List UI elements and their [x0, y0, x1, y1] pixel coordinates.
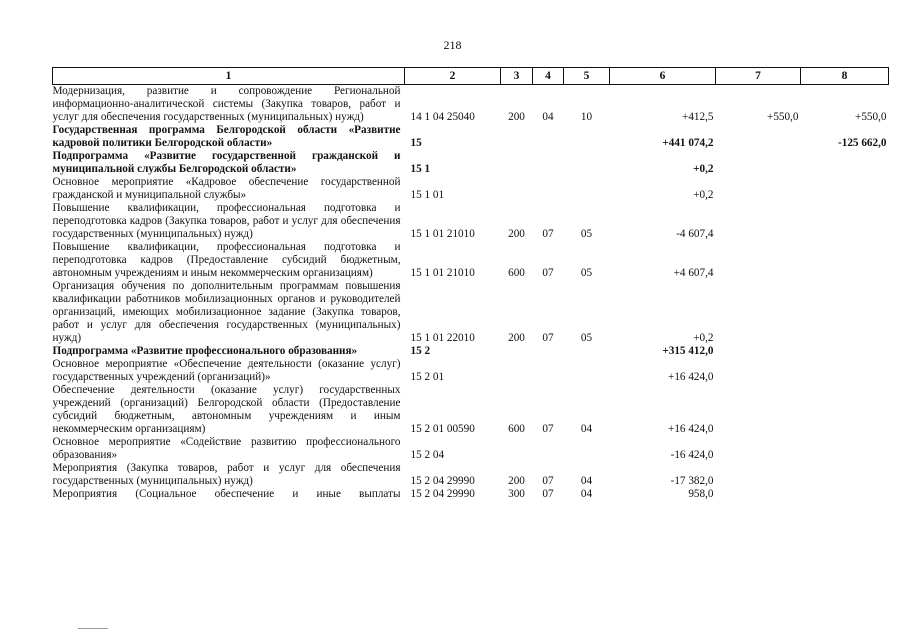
table-row [53, 241, 889, 280]
row-c7 [716, 384, 801, 436]
row-code: 15 [410, 137, 422, 149]
row-name: Государственная программа Белгородской области «Развитие кадровой политики Белгородской области» [52, 124, 401, 149]
row-c8 [801, 358, 889, 384]
row-name: Основное мероприятие «Содействие развитию профессионального образования» [52, 436, 401, 461]
row-name: Повышение квалификации, профессиональная подготовка и переподготовка кадров (Предоставление субсидий бюджетным, автономным учреждениям и иным некоммерческим организациям) [52, 241, 401, 279]
row-c5: 10 [580, 111, 593, 123]
row-name: Мероприятия (Закупка товаров, работ и услуг для обеспечения государственных (муниципальных) нужд) [52, 462, 401, 487]
table-header [53, 68, 889, 85]
row-c4 [533, 176, 564, 202]
row-c6: +412,5 [682, 111, 714, 123]
row-code: 15 1 01 22010 [410, 332, 475, 344]
row-c7 [716, 462, 801, 488]
row-code: 15 2 01 [410, 371, 445, 383]
row-c3: 200 [508, 228, 525, 240]
row-c7 [716, 358, 801, 384]
row-c8: +550,0 [855, 111, 887, 123]
row-c5: 05 [580, 267, 593, 279]
row-c6: -17 382,0 [670, 475, 714, 487]
row-name: Обеспечение деятельности (оказание услуг) государственных учреждений (организаций) Белгородской области (Предоставление субсидий бюджетным, автономным учреждениям и иным некоммерческим организациям) [52, 384, 401, 435]
row-c5: 04 [580, 423, 593, 435]
table-row [53, 280, 889, 345]
row-c4 [533, 345, 564, 358]
row-c5: 04 [580, 488, 593, 500]
row-c4 [533, 358, 564, 384]
row-c4 [533, 124, 564, 150]
row-code: 14 1 04 25040 [410, 111, 475, 123]
row-name: Основное мероприятие «Обеспечение деятельности (оказание услуг) государственных учреждений (организаций)» [52, 358, 401, 383]
row-c4: 04 [542, 111, 554, 123]
header-row [53, 68, 889, 85]
row-c7 [716, 241, 801, 280]
row-c7: +550,0 [767, 111, 799, 123]
table-row [53, 436, 889, 462]
row-name: Модернизация, развитие и сопровождение Региональной информационно-аналитической системы (Закупка товаров, работ и услуг для обеспечения государственных (муниципальных) нужд) [52, 85, 401, 123]
row-c5: 04 [580, 475, 593, 487]
row-code: 15 1 01 [410, 189, 445, 201]
row-c7 [716, 150, 801, 176]
table-row [53, 345, 889, 358]
row-c8 [801, 150, 889, 176]
header-col-3: 3 [501, 68, 533, 85]
header-col-4: 4 [533, 68, 564, 85]
table-row [53, 202, 889, 241]
row-c6: 958,0 [688, 488, 714, 500]
row-c3 [501, 358, 533, 384]
budget-table [52, 67, 889, 501]
row-c3 [501, 124, 533, 150]
row-c5 [564, 176, 610, 202]
row-c4: 07 [542, 267, 554, 279]
header-col-8: 8 [801, 68, 889, 85]
row-c5 [564, 436, 610, 462]
row-c4: 07 [542, 332, 554, 344]
row-c3: 200 [508, 332, 525, 344]
row-c8 [801, 280, 889, 345]
row-code: 15 1 [410, 163, 431, 175]
row-name: Основное мероприятие «Кадровое обеспечение государственной гражданской и муниципальной службы» [52, 176, 401, 201]
table-row [53, 85, 889, 125]
row-c6: +315 412,0 [662, 345, 714, 357]
row-c3 [501, 176, 533, 202]
row-c4: 07 [542, 475, 554, 487]
row-c8 [801, 176, 889, 202]
page-number: 218 [443, 38, 462, 52]
row-c7 [716, 124, 801, 150]
row-c5 [564, 358, 610, 384]
row-name: Организация обучения по дополнительным программам повышения квалификации работников мобилизационных органов и руководителей организаций, имеющих мобилизационное задание (Закупка товаров, работ и услуг для обеспечения государственных (муниципальных) нужд) [52, 280, 401, 344]
row-c6: +0,2 [693, 163, 714, 175]
row-c3: 600 [508, 267, 525, 279]
row-name: Подпрограмма «Развитие государственной гражданской и муниципальной службы Белгородской области» [52, 150, 401, 175]
row-c5: 05 [580, 228, 593, 240]
row-c6: +4 607,4 [673, 267, 714, 279]
row-c5 [564, 124, 610, 150]
header-col-1: 1 [53, 68, 405, 85]
row-c3 [501, 436, 533, 462]
row-code: 15 1 01 21010 [410, 228, 475, 240]
row-c6: -4 607,4 [676, 228, 714, 240]
table-row [53, 462, 889, 488]
row-c8 [801, 436, 889, 462]
row-c6: +16 424,0 [668, 423, 714, 435]
row-c6: +0,2 [693, 189, 714, 201]
row-c4 [533, 150, 564, 176]
table-row [53, 176, 889, 202]
row-code: 15 2 04 29990 [410, 488, 475, 500]
row-c7 [716, 345, 801, 358]
footnote-rule [78, 628, 108, 629]
row-c7 [716, 280, 801, 345]
row-c8 [801, 202, 889, 241]
table-row [53, 124, 889, 150]
row-name: Мероприятия (Социальное обеспечение и иные выплаты [52, 488, 401, 500]
row-c7 [716, 436, 801, 462]
row-c8 [801, 241, 889, 280]
row-c4: 07 [542, 228, 554, 240]
row-c7 [716, 488, 801, 501]
row-c5: 05 [580, 332, 593, 344]
table-row [53, 358, 889, 384]
row-code: 15 2 01 00590 [410, 423, 475, 435]
row-name: Повышение квалификации, профессиональная подготовка и переподготовка кадров (Закупка товаров, работ и услуг для обеспечения государственных (муниципальных) нужд) [52, 202, 401, 240]
row-c8 [801, 384, 889, 436]
table-body [53, 85, 889, 502]
row-c8 [801, 345, 889, 358]
row-c3: 200 [508, 111, 525, 123]
row-c5 [564, 345, 610, 358]
row-c6: -16 424,0 [670, 449, 714, 461]
header-col-7: 7 [716, 68, 801, 85]
row-c6: +0,2 [693, 332, 714, 344]
row-c3 [501, 150, 533, 176]
row-c7 [716, 176, 801, 202]
row-c8 [801, 488, 889, 501]
header-col-6: 6 [610, 68, 716, 85]
table-row [53, 150, 889, 176]
row-c3: 200 [508, 475, 525, 487]
row-code: 15 1 01 21010 [410, 267, 475, 279]
row-c3: 300 [508, 488, 525, 500]
row-c7 [716, 202, 801, 241]
row-c3: 600 [508, 423, 525, 435]
row-code: 15 2 04 [410, 449, 445, 461]
row-c8: -125 662,0 [838, 137, 887, 149]
row-c6: +441 074,2 [662, 137, 714, 149]
row-c5 [564, 150, 610, 176]
header-col-5: 5 [564, 68, 610, 85]
row-c6: +16 424,0 [668, 371, 714, 383]
table-row [53, 384, 889, 436]
row-c4: 07 [542, 423, 554, 435]
row-c3 [501, 345, 533, 358]
row-name: Подпрограмма «Развитие профессионального образования» [52, 345, 358, 357]
row-code: 15 2 04 29990 [410, 475, 475, 487]
header-col-2: 2 [405, 68, 501, 85]
row-c4: 07 [542, 488, 554, 500]
table-row [53, 488, 889, 501]
row-code: 15 2 [410, 345, 431, 357]
row-c4 [533, 436, 564, 462]
row-c8 [801, 462, 889, 488]
